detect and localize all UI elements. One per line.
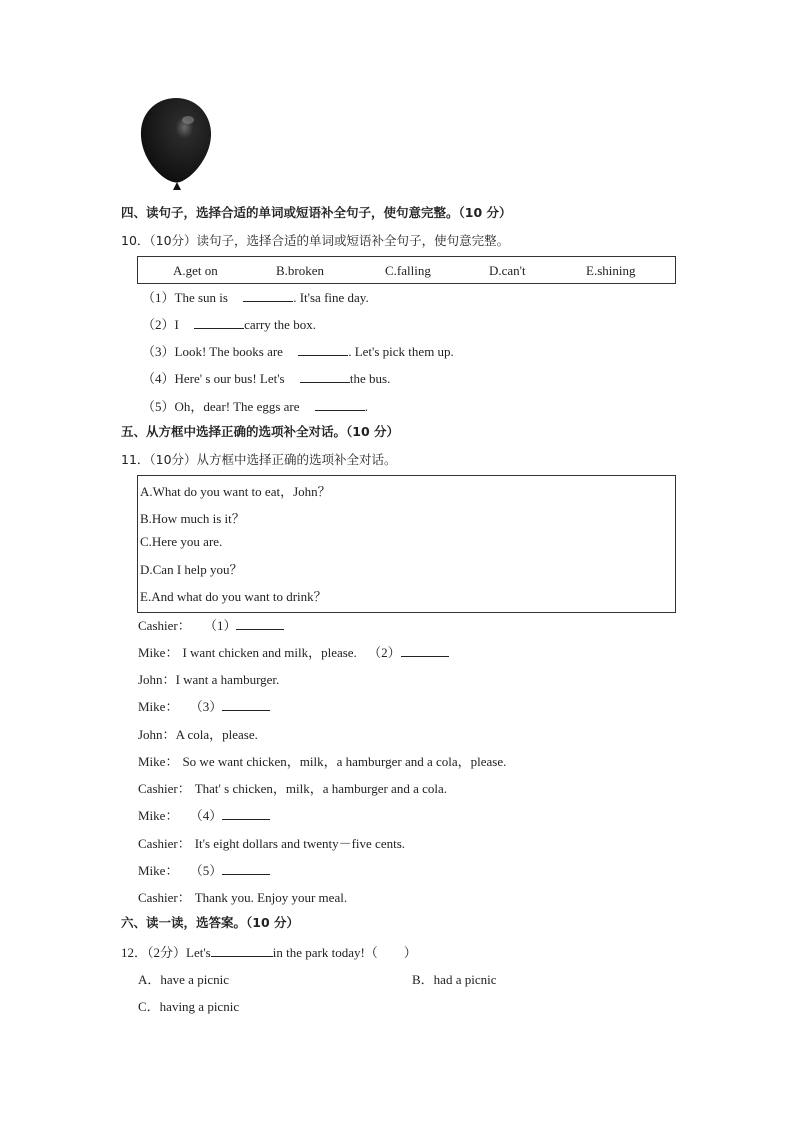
dialogue-line-2: [138, 642, 449, 661]
answer-blank[interactable]: [298, 343, 348, 356]
item-text: The sun is: [174, 290, 228, 305]
dialogue-text: （5）: [189, 863, 223, 878]
word-option-a: A.get on: [173, 263, 218, 278]
answer-blank[interactable]: [222, 698, 270, 711]
dialogue-line-7: [138, 778, 447, 797]
choice-c[interactable]: [138, 996, 239, 1015]
choice-b[interactable]: [412, 969, 496, 988]
sentence-option-d: D.Can I help you？: [140, 562, 243, 577]
q10-item-2: [142, 314, 316, 333]
section-5-header: 五、从方框中选择正确的选项补全对话。（10 分）: [121, 424, 399, 439]
speaker-label: Cashier：: [138, 618, 191, 633]
dialogue-line-4: [138, 696, 270, 715]
answer-blank[interactable]: [401, 644, 449, 657]
sentence-option-e: E.And what do you want to drink？: [140, 589, 327, 604]
item-number: （4）: [142, 371, 175, 386]
word-option-c: C.falling: [385, 263, 431, 278]
speaker-label: John：: [138, 727, 176, 742]
speaker-label: Cashier：: [138, 890, 191, 905]
speaker-label: Mike：: [138, 754, 179, 769]
word-option-e: E.shining: [586, 263, 636, 278]
dialogue-text: （1）: [203, 618, 237, 633]
question-12: [121, 942, 417, 961]
answer-blank[interactable]: [315, 398, 365, 411]
item-text: carry the box.: [244, 317, 316, 332]
dialogue-line-6: [138, 751, 506, 770]
q10-item-3: [142, 341, 454, 360]
speaker-label: Mike：: [138, 645, 179, 660]
item-text: Here' s our bus! Let's: [174, 371, 285, 386]
q10-item-5: [142, 396, 368, 415]
sentence-option-a: A.What do you want to eat，John？: [140, 484, 331, 499]
word-bank-box: [137, 256, 676, 284]
question-text: in the park today!（ ）: [272, 945, 417, 960]
dialogue-line-9: [138, 833, 405, 852]
sentence-option-c: C.Here you are.: [140, 534, 223, 549]
q10-item-1: [142, 287, 369, 306]
item-text: .: [364, 399, 369, 414]
question-11-title: 11．（10分）从方框中选择正确的选项补全对话。: [121, 452, 397, 467]
choice-text: have a picnic: [160, 972, 229, 987]
dialogue-line-10: [138, 860, 270, 879]
dialogue-text: A cola，please.: [175, 727, 258, 742]
item-number: （3）: [142, 344, 175, 359]
dialogue-text: I want a hamburger.: [175, 672, 280, 687]
item-number: （1）: [142, 290, 175, 305]
item-text: . It'sa fine day.: [293, 290, 369, 305]
speaker-label: Cashier：: [138, 836, 191, 851]
word-option-d: D.can't: [489, 263, 526, 278]
speaker-label: Cashier：: [138, 781, 191, 796]
item-text: the bus.: [349, 371, 391, 386]
dialogue-line-5: [138, 724, 258, 743]
section-4-header: 四、读句子，选择合适的单词或短语补全句子，使句意完整。（10 分）: [121, 205, 512, 220]
question-10-title: 10．（10分）读句子，选择合适的单词或短语补全句子，使句意完整。: [121, 233, 510, 248]
answer-blank[interactable]: [211, 944, 273, 957]
dialogue-line-3: [138, 669, 279, 688]
dialogue-line-11: [138, 887, 347, 906]
answer-blank[interactable]: [243, 289, 293, 302]
choice-text: had a picnic: [433, 972, 497, 987]
answer-blank[interactable]: [300, 370, 350, 383]
dialogue-text: （3）: [189, 699, 223, 714]
q10-item-4: [142, 368, 390, 387]
choice-label: A．: [138, 972, 161, 987]
item-text: Oh，dear! The eggs are: [174, 399, 300, 414]
question-text: 12．（2分）Let's: [121, 945, 211, 960]
speaker-label: Mike：: [138, 808, 179, 823]
choice-label: B．: [412, 972, 434, 987]
choice-label: C．: [138, 999, 160, 1014]
item-number: （2）: [142, 317, 175, 332]
blank-number: （2）: [368, 645, 401, 660]
choice-text: having a picnic: [159, 999, 240, 1014]
dialogue-text: （4）: [189, 808, 223, 823]
dialogue-line-8: [138, 805, 270, 824]
speaker-label: Mike：: [138, 863, 179, 878]
item-text: . Let's pick them up.: [348, 344, 454, 359]
dialogue-text: Thank you. Enjoy your meal.: [194, 890, 348, 905]
answer-blank[interactable]: [222, 862, 270, 875]
dialogue-line-1: [138, 615, 284, 634]
balloon-image: [136, 96, 216, 192]
choice-a[interactable]: [138, 969, 229, 988]
dialogue-text: I want chicken and milk，please.: [182, 645, 357, 660]
answer-blank[interactable]: [222, 807, 270, 820]
dialogue-text: It's eight dollars and twenty－five cents.: [194, 836, 406, 851]
answer-blank[interactable]: [194, 316, 244, 329]
section-6-header: 六、读一读，选答案。（10 分）: [121, 915, 299, 930]
speaker-label: John：: [138, 672, 176, 687]
speaker-label: Mike：: [138, 699, 179, 714]
item-number: （5）: [142, 399, 175, 414]
sentence-bank-box: [137, 475, 676, 613]
dialogue-text: So we want chicken，milk，a hamburger and a cola，please.: [182, 754, 507, 769]
item-text: Look! The books are: [174, 344, 283, 359]
dialogue-text: That' s chicken，milk，a hamburger and a cola.: [194, 781, 447, 796]
item-text: I: [174, 317, 179, 332]
sentence-option-b: B.How much is it？: [140, 511, 245, 526]
answer-blank[interactable]: [236, 617, 284, 630]
word-option-b: B.broken: [276, 263, 325, 278]
